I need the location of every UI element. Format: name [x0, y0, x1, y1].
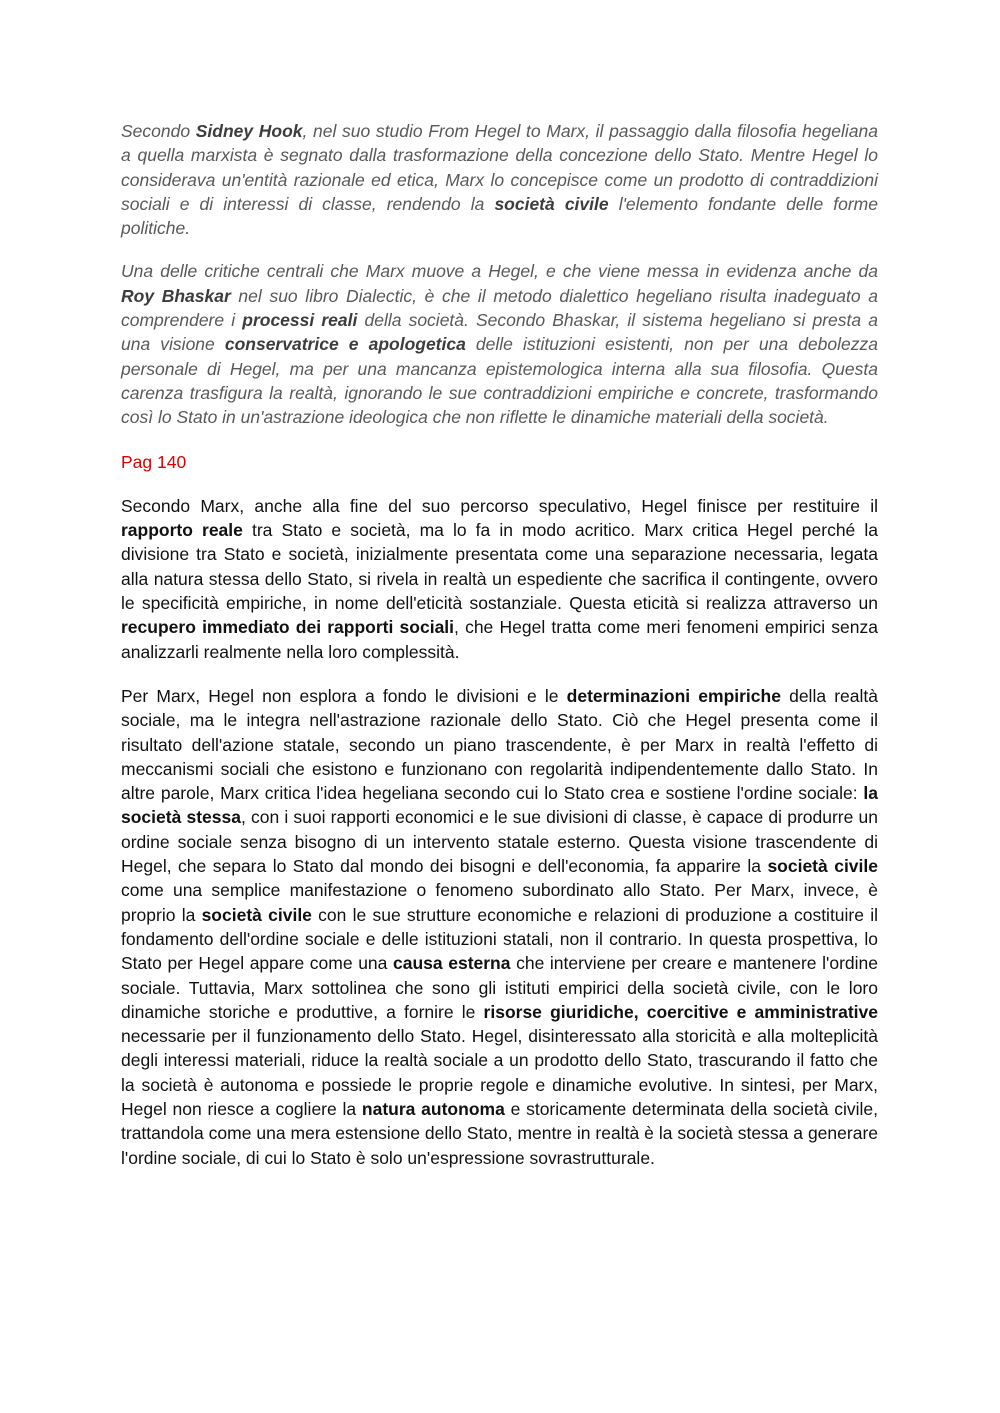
emphasis-text: conservatrice e apologetica [224, 334, 466, 355]
emphasis-text: natura autonoma [361, 1098, 505, 1119]
document-page [121, 119, 878, 1170]
emphasis-text: causa esterna [393, 953, 511, 974]
paragraph-text: , nel suo studio From Hegel to Marx, il passaggio dalla filosofia hegeliana a quella marxista è segnato dalla trasformazione della concezione dello Stato. Mentre Hegel lo considerava un'entità razionale ed etica, Marx lo concepisce come un prodotto di contraddizioni sociali e di interessi di classe, rendendo la [121, 121, 878, 214]
emphasis-text: processi reali [242, 310, 358, 331]
emphasis-text: società civile [201, 904, 312, 925]
body-paragraph-rapporto-reale [121, 494, 878, 664]
paragraph-text: Per Marx, Hegel non esplora a fondo le divisioni e le [121, 685, 567, 706]
paragraph-text: , che Hegel tratta come meri fenomeni empirici senza analizzarli realmente nella loro complessità. [121, 617, 878, 662]
paragraph-text: Secondo [121, 121, 196, 141]
emphasis-text: la società stessa [121, 783, 878, 828]
paragraph-text: della società. Secondo Bhaskar, il sistema hegeliano si presta a una visione [121, 310, 878, 355]
emphasis-text: Roy Bhaskar [121, 285, 231, 306]
page-reference: Pag 140 [121, 451, 187, 472]
emphasis-text: società civile [767, 856, 878, 877]
emphasis-text: recupero immediato dei rapporti sociali [121, 617, 455, 638]
paragraph-text: Una delle critiche centrali che Marx muove a Hegel, e che viene messa in evidenza anche da [121, 261, 878, 282]
paragraph-text: con le sue strutture economiche e relazioni di produzione a costituire il fondamento dell'ordine sociale e delle istituzioni statali, non il contrario. In questa prospettiva, lo Stato per Hegel appare come una [121, 904, 878, 974]
paragraph-text: come una semplice manifestazione o fenomeno subordinato allo Stato. Per Marx, invece, è proprio la [121, 880, 878, 925]
emphasis-text: risorse giuridiche, coercitive e amministrative [483, 1001, 878, 1022]
quote-paragraph-hook [121, 119, 878, 240]
paragraph-text: necessarie per il funzionamento dello Stato. Hegel, disinteressato alla storicità e alla molteplicità degli interessi materiali, riduce la realtà sociale a un prodotto dello Stato, trascurando il fatto che la società è autonoma e possiede le proprie regole e dinamiche evolutive. In sintesi, per Marx, Hegel non riesce a cogliere la [121, 1026, 878, 1119]
paragraph-text: che interviene per creare e mantenere l'ordine sociale. Tuttavia, Marx sottolinea che sono gli istituti empirici della società civile, con le loro dinamiche storiche e produttive, a fornire le [121, 953, 878, 1022]
body-paragraph-determinazioni [121, 684, 878, 1170]
paragraph-text: Secondo Marx, anche alla fine del suo percorso speculativo, Hegel finisce per restituire il [121, 495, 878, 516]
quote-paragraph-bhaskar [121, 259, 878, 429]
paragraph-text: , con i suoi rapporti economici e le sue divisioni di classe, è capace di produrre un ordine sociale senza bisogno di un intervento statale esterno. Questa visione trascendente di Hegel, che separa lo Stato dal mondo dei bisogni e dell'economia, fa apparire la [121, 807, 878, 877]
emphasis-text: società civile [494, 193, 609, 214]
emphasis-text: determinazioni empiriche [566, 685, 781, 706]
paragraph-text: delle istituzioni esistenti, non per una debolezza personale di Hegel, ma per una mancanza epistemologica interna alla sua filosofia. Questa carenza trasfigura la realtà, ignorando le sue contraddizioni empiriche e concrete, trasformando così lo Stato in un'astrazione ideologica che non riflette le dinamiche materiali della società. [121, 334, 878, 428]
paragraph-text: della realtà sociale, ma le integra nell'astrazione razionale dello Stato. Ciò che Hegel presenta come il risultato dell'azione statale, secondo un piano trascendente, è per Marx in realtà l'effetto di meccanismi sociali che esistono e funzionano con regolarità indipendentemente dallo Stato. In altre parole, Marx critica l'idea hegeliana secondo cui lo Stato crea e sostiene l'ordine sociale: [121, 685, 878, 804]
paragraph-text: nel suo libro Dialectic, è che il metodo dialettico hegeliano risulta inadeguato a comprendere i [121, 285, 878, 331]
paragraph-text: tra Stato e società, ma lo fa in modo acritico. Marx critica Hegel perché la divisione tra Stato e società, inizialmente presentata come una separazione necessaria, legata alla natura stessa dello Stato, si rivela in realtà un espediente che sacrifica il contingente, ovvero le specificità empiriche, in nome dell'eticità sostanziale. Questa eticità si realizza attraverso un [121, 520, 878, 614]
paragraph-text: l'elemento fondante delle forme politiche. [121, 193, 878, 239]
paragraph-text: e storicamente determinata della società civile, trattandola come una mera estensione dello Stato, mentre in realtà è la società stessa a generare l'ordine sociale, di cui lo Stato è solo un'espressione sovrastrutturale. [121, 1098, 878, 1168]
emphasis-text: Sidney Hook [195, 121, 303, 141]
emphasis-text: rapporto reale [121, 520, 243, 541]
